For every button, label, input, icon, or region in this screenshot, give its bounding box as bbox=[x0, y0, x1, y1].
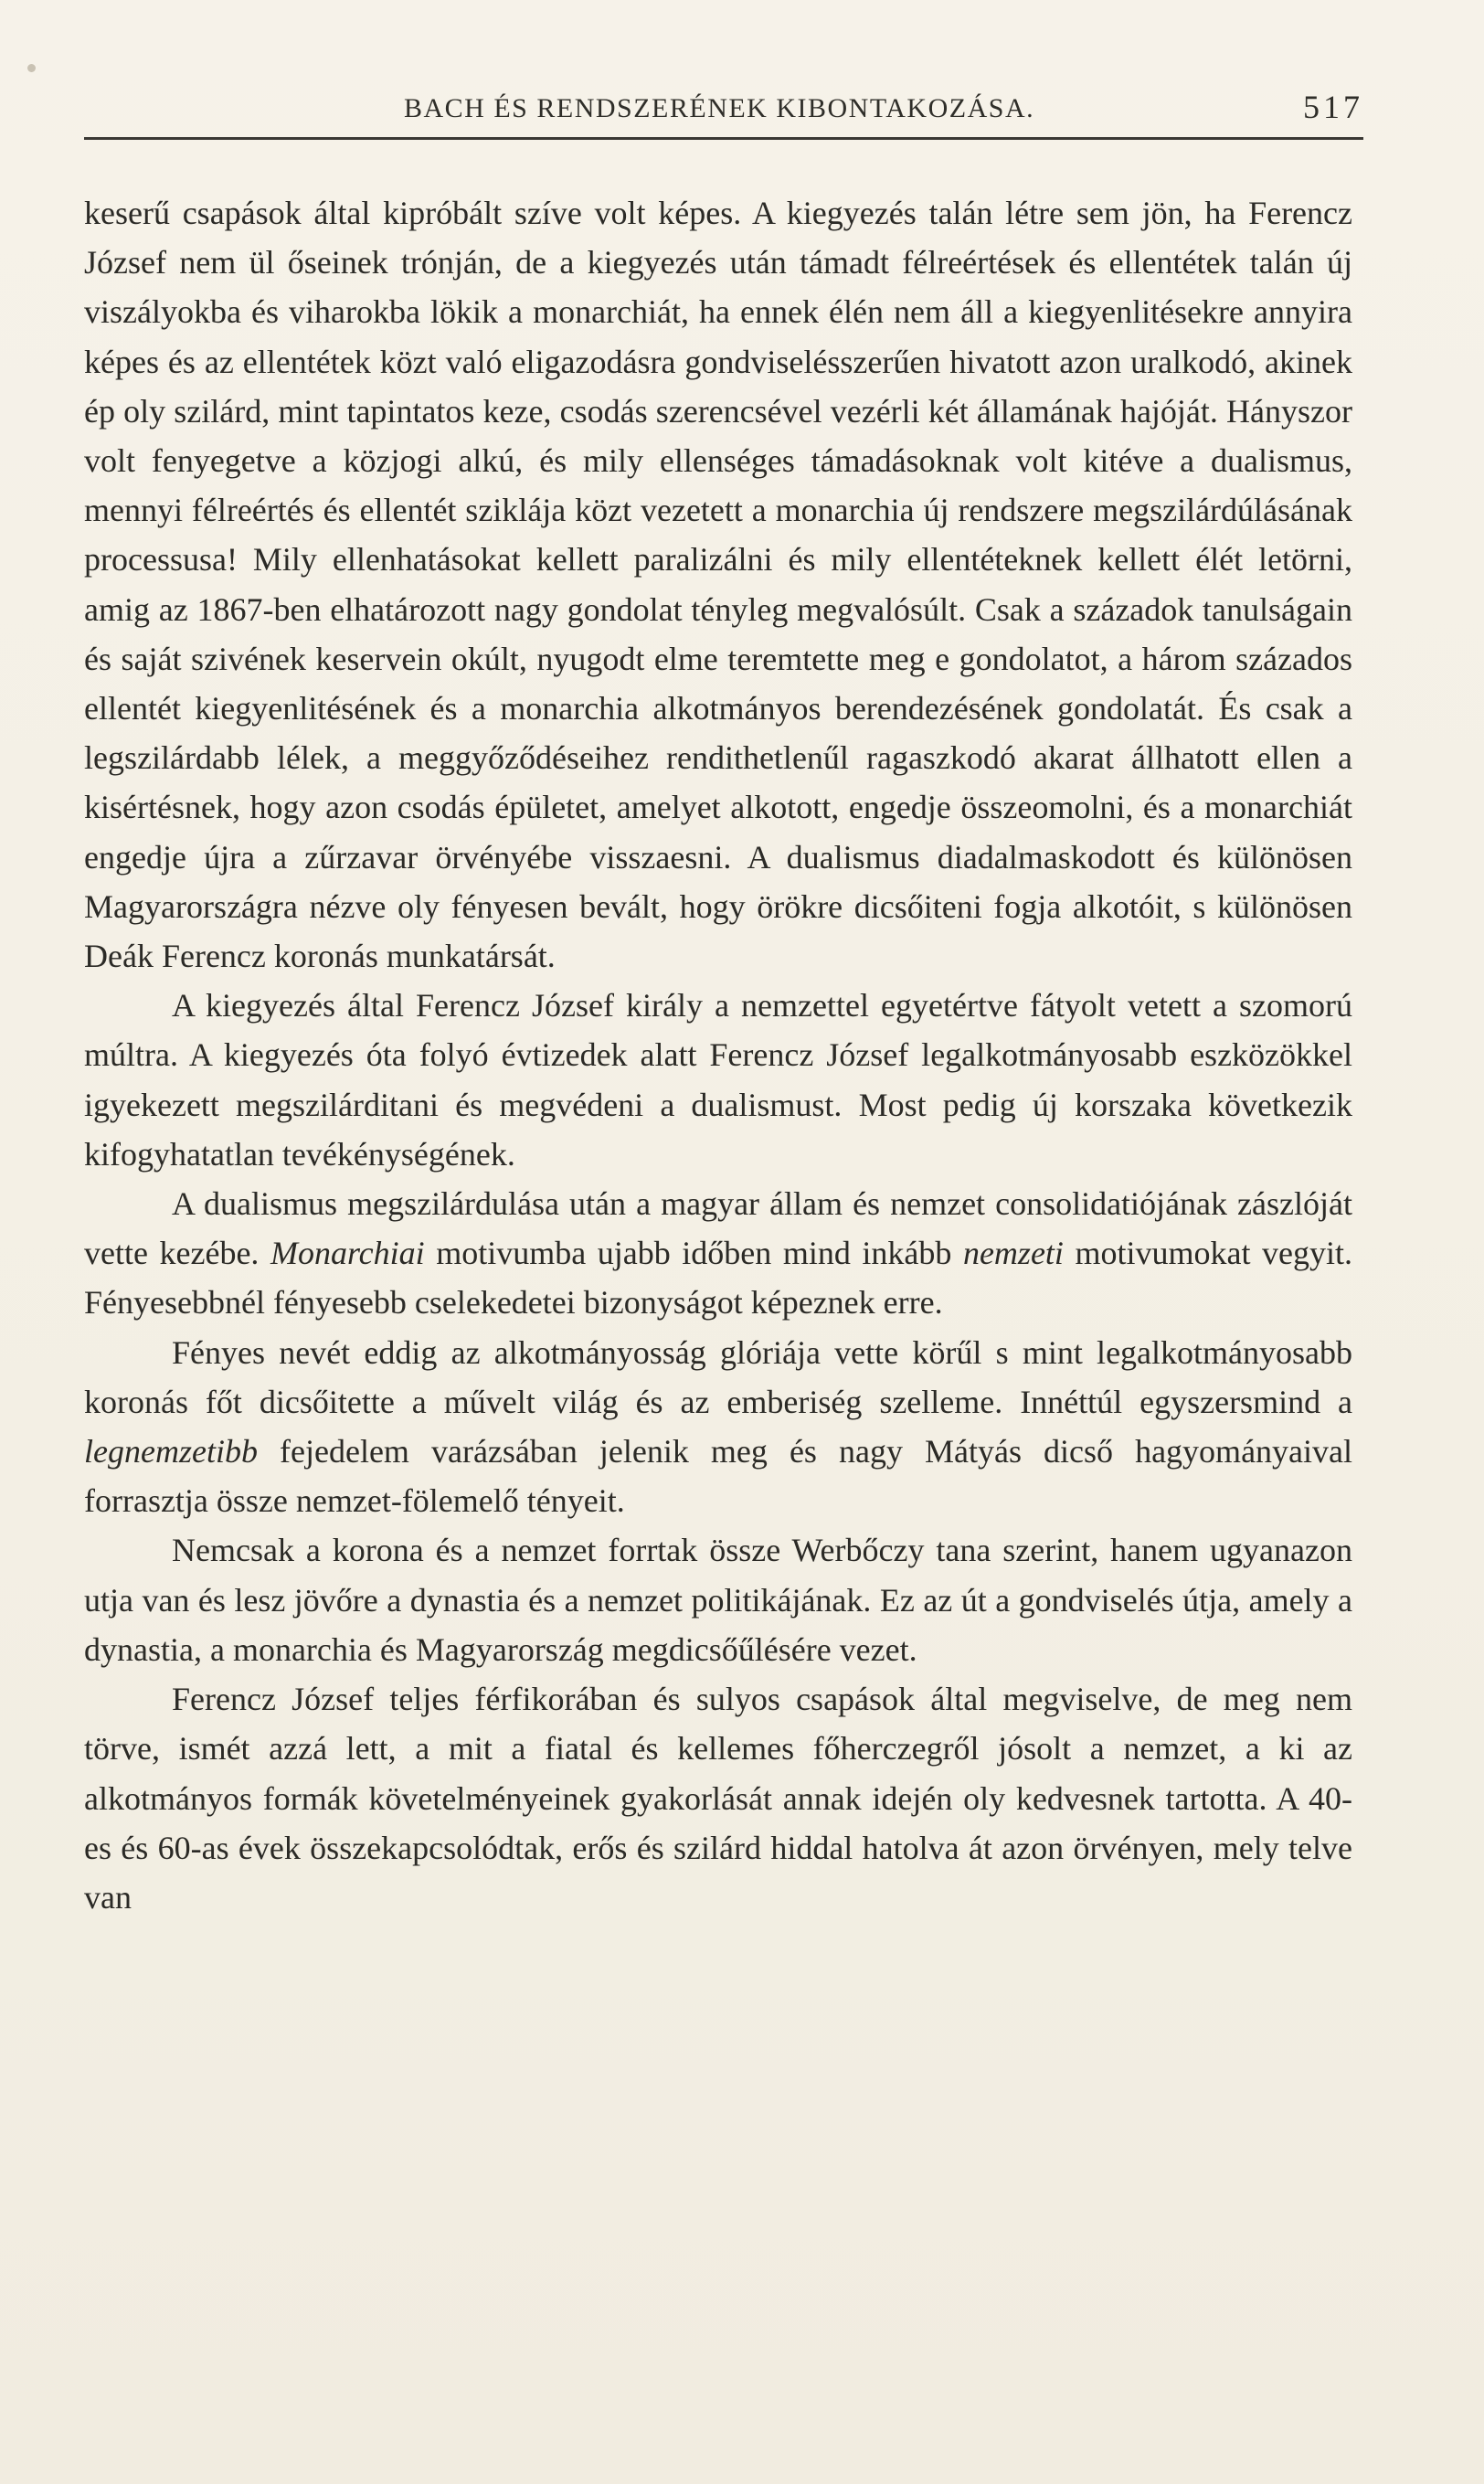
paragraph-4 bbox=[84, 1328, 1352, 1526]
paragraph-3 bbox=[84, 1179, 1352, 1328]
emphasis-monarchiai: Monarchiai bbox=[270, 1235, 425, 1272]
body-text bbox=[84, 188, 1352, 1922]
paragraph-6: Ferencz József teljes férfikorában és sulyos csapások által megviselve, de meg nem törve, ismét azzá lett, a mit a fiatal és kellemes főherczegről jósolt a nemzet, a ki az alkotmányos formák követelményeinek gyakorlását annak idején oly kedvesnek tartotta. A 40-es és 60-as évek összekapcsolódtak, erős és szilárd hiddal hatolva át azon örvényen, mely telve van bbox=[84, 1681, 1352, 1916]
paper-speck bbox=[27, 64, 36, 72]
running-title: BACH ÉS RENDSZERÉNEK KIBONTAKOZÁSA. bbox=[404, 93, 1035, 123]
paragraph-2: A kiegyezés által Ferencz József király a nemzettel egyetértve fátyolt vetett a szomorú múltra. A kiegyezés óta folyó évtizedek alatt Ferencz József legalkotmányosabb eszközökkel igyekezett megszilárditani és megvédeni a dualismust. Most pedig új korszaka következik kifogyhatatlan tevékénységének. bbox=[84, 987, 1352, 1173]
emphasis-legnemzetibb: legnemzetibb bbox=[84, 1433, 258, 1470]
paragraph-4-text-b: fejedelem varázsában jelenik meg és nagy Mátyás dicső hagyományaival forrasztja össze nemzet-fölemelő tényeit. bbox=[84, 1433, 1353, 1520]
header-rule bbox=[84, 137, 1363, 140]
paragraph-1: keserű csapások által kipróbált szíve volt képes. A kiegyezés talán létre sem jön, ha Ferencz József nem ül őseinek trónján, de a kiegyezés után támadt félreértések és ellentétek talán új viszályokba és viharokba lökik a monarchiát, ha ennek élén nem áll a kiegyenlitésekre annyira képes és az ellentétek közt való eligazodásra gondviselésszerűen hivatott azon uralkodó, akinek ép oly szilárd, mint tapintatos keze, csodás szerencsével vezérli két államának hajóját. Hányszor volt fenyegetve a közjogi alkú, és mily ellenséges támadásoknak volt kitéve a dualismus, mennyi félreértés és ellentét sziklája közt vezetett a monarchia új rendszere megszilárdúlásának processusa! Mily ellenhatásokat kellett paralizálni és mily ellentéteknek kellett élét letörni, amig az 1867-ben elhatározott nagy gondolat tényleg megvalósúlt. Csak a századok tanulságain és saját szivének keservein okúlt, nyugodt elme teremtette meg e gondolatot, a három százados ellentét kiegyenlitésének és a monarchia alkotmányos berendezésének gondolatát. És csak a legszilárdabb lélek, a meggyőződéseihez rendithetlenűl ragaszkodó akarat állhatott ellen a kisértésnek, hogy azon csodás épületet, amelyet alkotott, engedje összeomolni, és a monarchiát engedje újra a zűrzavar örvényébe visszaesni. A dualismus diadalmaskodott és különösen Magyarországra nézve oly fényesen bevált, hogy örökre dicsőiteni fogja alkotóit, s különösen Deák Ferencz koronás munkatársát. bbox=[84, 195, 1352, 975]
paragraph-3-text-c: motivumokat vegyit. Fényesebbnél fényesebb cselekedetei bizonyságot képeznek erre. bbox=[84, 1235, 1353, 1322]
paragraph-3-text-a: A dualismus megszilárdulása után a magyar állam és nemzet consolidatiójának zászlóját vette kezébe. bbox=[84, 1185, 1352, 1272]
paragraph-5: Nemcsak a korona és a nemzet forrtak össze Werbőczy tana szerint, hanem ugyanazon utja van és lesz jövőre a dynastia és a nemzet politikájának. Ez az út a gondviselés útja, amely a dynastia, a monarchia és Magyarország megdicsőűlésére vezet. bbox=[84, 1532, 1352, 1668]
page-number: 517 bbox=[1303, 89, 1363, 125]
paragraph-3-text-b: motivumba ujabb időben mind inkább bbox=[436, 1235, 952, 1272]
emphasis-nemzeti: nemzeti bbox=[962, 1235, 1064, 1272]
running-head bbox=[84, 84, 1363, 135]
paragraph-4-text-a: Fényes nevét eddig az alkotmányosság glóriája vette körűl s mint legalkotmányosabb koronás főt dicsőitette a művelt világ és az emberiség szelleme. Innéttúl egyszersmind a bbox=[84, 1333, 1352, 1420]
